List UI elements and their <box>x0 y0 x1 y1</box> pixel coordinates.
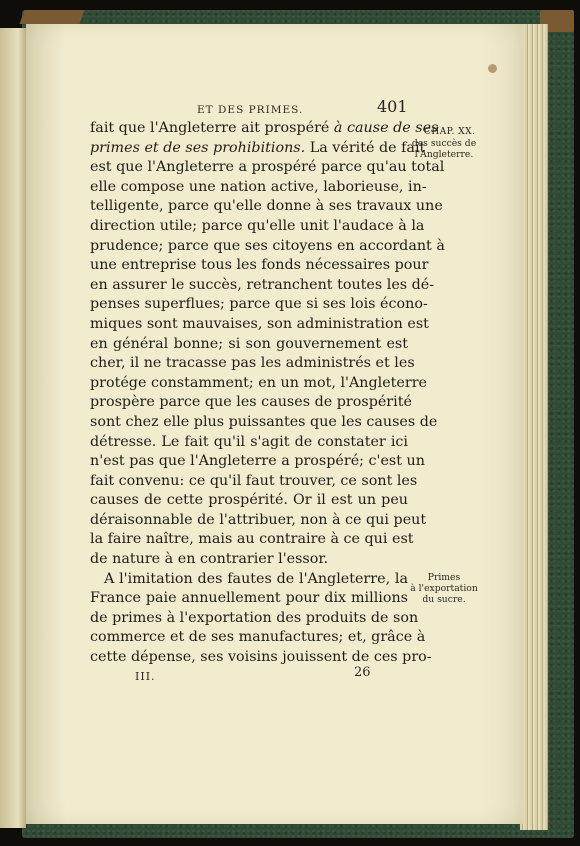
text-line: commerce et de ses manufactures; et, grâce à <box>90 629 426 646</box>
text-line: de nature à en contrarier l'essor. <box>90 551 329 568</box>
text-line: en assurer le succès, retranchent toutes les dé- <box>90 276 435 293</box>
signature-mark: III. <box>135 670 156 683</box>
margin-note-line: l'Angleterre. <box>414 149 474 160</box>
text-line: penses superflues; parce que si ses lois écono- <box>90 296 428 313</box>
margin-note-line: du sucre. <box>422 594 466 605</box>
gathering-number: 26 <box>354 665 371 680</box>
page-fore-edge <box>520 24 548 830</box>
facing-page-edge <box>0 28 26 828</box>
text-line: telligente, parce qu'elle donne à ses travaux une <box>90 198 443 215</box>
text-line: causes de cette prospérité. Or il est un peu <box>90 492 408 509</box>
text-line: cette dépense, ses voisins jouissent de ces pro- <box>90 649 432 666</box>
text-line: fait convenu: ce qu'il faut trouver, ce sont les <box>90 472 418 489</box>
text-line: cher, il ne tracasse pas les administrés et les <box>90 355 415 372</box>
text-line: sont chez elle plus puissantes que les causes de <box>90 413 438 430</box>
margin-note-line: Primes <box>427 572 461 583</box>
page-number: 401 <box>377 97 408 116</box>
text-line-1 <box>90 119 439 139</box>
text-line: direction utile; parce qu'elle unit l'audace à la <box>90 217 425 234</box>
text-line: n'est pas que l'Angleterre a prospéré; c'est un <box>90 453 425 470</box>
text-line: prudence; parce que ses citoyens en accordant à <box>90 237 445 254</box>
text-line: prospère parce que les causes de prospérité <box>90 394 412 411</box>
text-line: France paie annuellement pour dix millions <box>90 590 408 607</box>
text-line: déraisonnable de l'attribuer, non à ce qui peut <box>90 511 427 528</box>
text-italic: primes et de ses prohibitions. <box>90 139 306 156</box>
text-line: elle compose une nation active, laborieuse, in- <box>90 178 427 195</box>
text-line: miques sont mauvaises, son administration est <box>90 315 429 332</box>
text-line-2 <box>90 139 426 159</box>
text-line: en général bonne; si son gouvernement est <box>90 335 408 352</box>
cover-corner-top-left <box>19 10 84 24</box>
text-line: protége constamment; en un mot, l'Angleterre <box>90 374 428 391</box>
margin-note-line: à l'exportation <box>410 583 478 594</box>
text-line: est que l'Angleterre a prospéré parce qu'au total <box>90 159 445 176</box>
running-head: ET DES PRIMES. <box>197 104 304 116</box>
text-italic: à cause de ses <box>333 120 439 136</box>
text-line: une entreprise tous les fonds nécessaires pour <box>90 257 429 274</box>
ink-stain <box>488 64 497 73</box>
text-line: détresse. Le fait qu'il s'agit de constater ici <box>90 433 408 450</box>
chapter-label: CHAP. XX. <box>424 127 476 137</box>
text-line: de primes à l'exportation des produits de son <box>90 609 419 626</box>
text-roman: fait que l'Angleterre ait prospéré <box>90 120 334 136</box>
text-roman: La vérité de fait <box>305 139 426 156</box>
margin-note-primes <box>408 572 480 605</box>
text-line: la faire naître, mais au contraire à ce qui est <box>90 531 414 548</box>
margin-note-line: des succès de <box>411 138 477 149</box>
text-line: A l'imitation des fautes de l'Angleterre, la <box>104 570 408 587</box>
